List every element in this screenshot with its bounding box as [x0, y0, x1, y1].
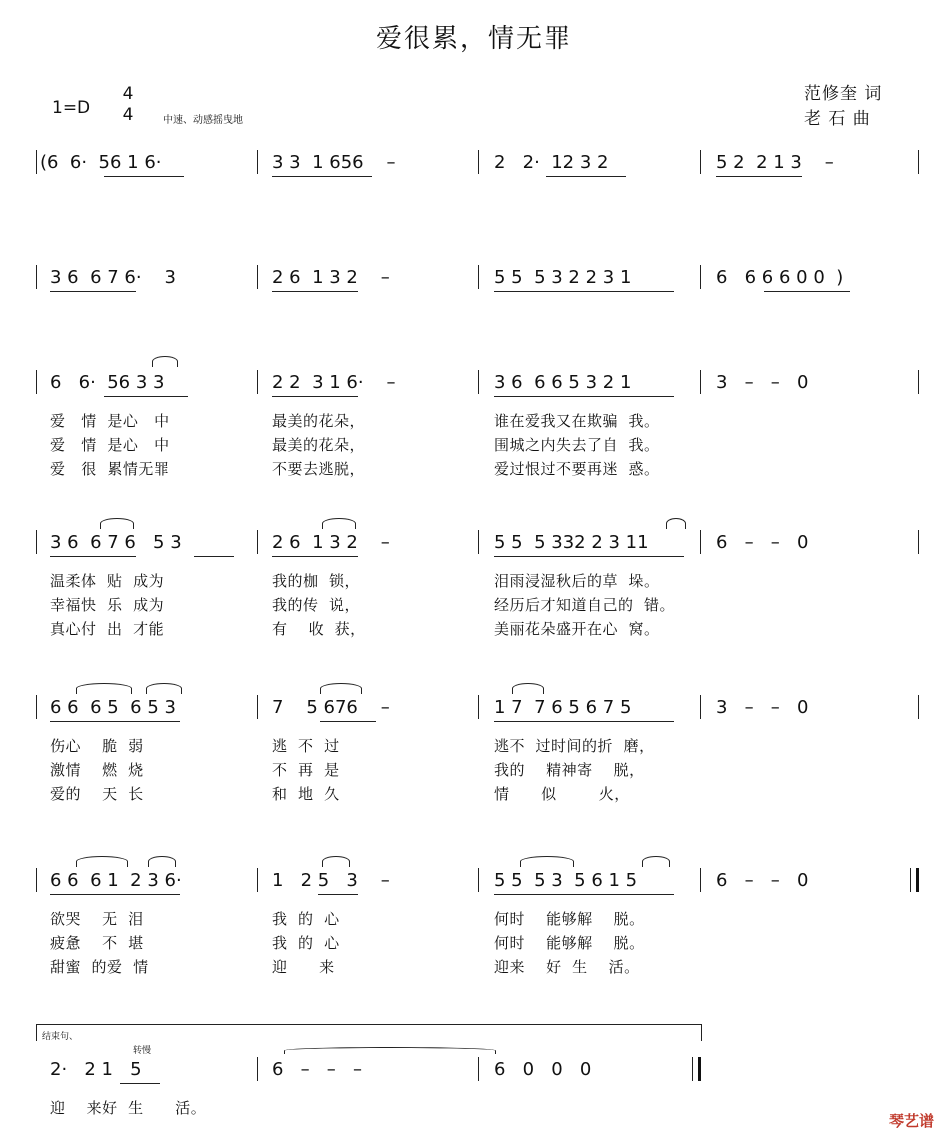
beam-underline	[546, 176, 626, 177]
measure-notes: 6 0 0 0	[494, 1059, 592, 1080]
final-barline-thick	[698, 1057, 701, 1081]
lyric-line: 美丽花朵盛开在心 窝。	[494, 620, 660, 638]
slur	[100, 518, 134, 529]
measure-notes: 6 – – 0	[716, 870, 809, 891]
slur	[320, 683, 362, 694]
lyric-line: 何时 能够解 脱。	[494, 934, 645, 952]
measure-notes: 3 – – 0	[716, 697, 809, 718]
barline	[700, 695, 701, 719]
barline	[257, 150, 258, 174]
beam-underline	[50, 291, 136, 292]
beam-underline	[494, 291, 674, 292]
beam-underline	[320, 721, 376, 722]
barline	[36, 150, 37, 174]
beam-underline	[494, 556, 684, 557]
barline	[478, 265, 479, 289]
lyric-line: 疲惫 不 堪	[50, 934, 144, 952]
lyric-line: 我 的 心	[272, 910, 340, 928]
lyricist-credit: 范修奎 词	[804, 84, 883, 104]
measure-notes: 5 2 2 1 3 –	[716, 152, 834, 173]
watermark-logo: 琴艺谱	[888, 1112, 934, 1130]
slur	[322, 856, 350, 867]
slur	[76, 856, 128, 867]
measure-notes: 3 6 6 7 6· 3	[50, 267, 176, 288]
lyric-line: 迎 来	[272, 958, 335, 976]
measure-notes: 6 6· 56 3 3	[50, 372, 165, 393]
lyric-line: 围城之内失去了自 我。	[494, 436, 660, 454]
lyric-line: 伤心 脆 弱	[50, 737, 144, 755]
measure-notes: 6 6 6 5 6 5 3	[50, 697, 176, 718]
key-signature: 1=D	[52, 98, 91, 118]
tie	[284, 1047, 496, 1054]
measure-notes: 7 5 676 –	[272, 697, 390, 718]
beam-underline	[104, 176, 184, 177]
lyric-line: 最美的花朵，	[272, 412, 366, 430]
barline	[257, 868, 258, 892]
ending-label: 结束句、	[42, 1032, 79, 1042]
lyric-line: 泪雨浸湿秋后的草 垛。	[494, 572, 660, 590]
barline	[257, 265, 258, 289]
lyric-line: 爱过恨过不要再迷 惑。	[494, 460, 660, 478]
barline	[36, 868, 37, 892]
lyric-line: 迎 来好 生 活。	[50, 1099, 207, 1117]
barline	[700, 265, 701, 289]
barline	[918, 530, 919, 554]
lyric-line: 我的枷 锁，	[272, 572, 361, 590]
barline	[918, 150, 919, 174]
beam-underline	[272, 176, 372, 177]
time-signature-bottom: 4	[122, 105, 134, 125]
measure-notes: 3 – – 0	[716, 372, 809, 393]
beam-underline	[272, 556, 358, 557]
lyric-line: 我 的 心	[272, 934, 340, 952]
lyric-line: 甜蜜 的爱 情	[50, 958, 149, 976]
measure-notes: 1 2 5 3 –	[272, 870, 390, 891]
measure-notes: 2 6 1 3 2 –	[272, 532, 390, 553]
barline	[257, 1057, 258, 1081]
measure-notes: 2 2· 12 3 2	[494, 152, 609, 173]
barline	[36, 370, 37, 394]
measure-notes: 5 5 5 3 5 6 1 5	[494, 870, 638, 891]
measure-notes: 2 6 1 3 2 –	[272, 267, 390, 288]
measure-notes: 6 6 6 1 2 3 6·	[50, 870, 182, 891]
lyric-line: 爱 很 累情无罪	[50, 460, 170, 478]
lyric-line: 迎来 好 生 活。	[494, 958, 640, 976]
lyric-line: 幸福快 乐 成为	[50, 596, 165, 614]
time-signature	[120, 84, 136, 126]
repeat-barline	[910, 868, 911, 892]
measure-notes: 5 5 5 332 2 3 11	[494, 532, 649, 553]
lyric-line: 我的 精神寄 脱，	[494, 761, 645, 779]
measure-notes: 6 6 6 6 0 0 )	[716, 267, 844, 288]
lyric-line: 真心付 出 才能	[50, 620, 165, 638]
measure-notes: 2· 2 1 5	[50, 1059, 142, 1080]
beam-underline	[120, 1083, 160, 1084]
measure-notes: (6 6· 56 1 6·	[40, 152, 162, 173]
barline	[700, 150, 701, 174]
measure-notes: 3 3 1 656 –	[272, 152, 396, 173]
lyric-line: 谁在爱我又在欺骗 我。	[494, 412, 660, 430]
barline	[478, 695, 479, 719]
lyric-line: 逃不 过时间的折 磨，	[494, 737, 655, 755]
beam-underline	[318, 894, 358, 895]
barline	[700, 868, 701, 892]
barline	[478, 1057, 479, 1081]
beam-underline	[764, 291, 850, 292]
barline	[478, 530, 479, 554]
beam-underline	[494, 396, 674, 397]
barline	[36, 530, 37, 554]
lyric-line: 欲哭 无 泪	[50, 910, 144, 928]
lyric-line: 温柔体 贴 成为	[50, 572, 165, 590]
barline	[918, 370, 919, 394]
tempo-change: 转慢	[133, 1046, 152, 1056]
beam-underline	[716, 176, 802, 177]
barline	[700, 370, 701, 394]
beam-underline	[494, 894, 674, 895]
barline	[257, 370, 258, 394]
lyric-line: 不要去逃脱，	[272, 460, 366, 478]
composer-credit: 老 石 曲	[804, 109, 871, 129]
measure-notes: 1 7 7 6 5 6 7 5	[494, 697, 632, 718]
barline	[478, 868, 479, 892]
beam-underline	[50, 894, 180, 895]
lyric-line: 和 地 久	[272, 785, 340, 803]
repeat-barline-thick	[916, 868, 919, 892]
lyric-line: 情 似 火，	[494, 785, 630, 803]
lyric-line: 最美的花朵，	[272, 436, 366, 454]
measure-notes: 6 – – 0	[716, 532, 809, 553]
measure-notes: 6 – – –	[272, 1059, 362, 1080]
barline	[478, 150, 479, 174]
slur	[322, 518, 356, 529]
lyric-line: 激情 燃 烧	[50, 761, 144, 779]
barline	[918, 695, 919, 719]
slur	[520, 856, 574, 867]
slur	[642, 856, 670, 867]
measure-notes: 3 6 6 7 6 5 3	[50, 532, 182, 553]
measure-notes: 3 6 6 6 5 3 2 1	[494, 372, 632, 393]
barline	[257, 530, 258, 554]
barline	[36, 695, 37, 719]
lyric-line: 我的传 说，	[272, 596, 361, 614]
beam-underline	[194, 556, 234, 557]
tempo-marking: 中速、动感摇曳地	[163, 115, 243, 126]
beam-underline	[50, 721, 180, 722]
lyric-line: 有 收 获，	[272, 620, 366, 638]
measure-notes: 5 5 5 3 2 2 3 1	[494, 267, 632, 288]
lyric-line: 爱 情 是心 中	[50, 436, 170, 454]
ending-bracket	[36, 1024, 702, 1041]
lyric-line: 逃 不 过	[272, 737, 340, 755]
barline	[257, 695, 258, 719]
beam-underline	[494, 721, 674, 722]
lyric-line: 爱 情 是心 中	[50, 412, 170, 430]
slur	[148, 856, 176, 867]
page-title: 爱很累，情无罪	[375, 24, 572, 54]
beam-underline	[272, 291, 358, 292]
slur	[76, 683, 132, 694]
lyric-line: 不 再 是	[272, 761, 340, 779]
lyric-line: 何时 能够解 脱。	[494, 910, 645, 928]
slur	[512, 683, 544, 694]
barline	[700, 530, 701, 554]
slur	[666, 518, 686, 529]
time-signature-top: 4	[122, 84, 134, 104]
barline	[478, 370, 479, 394]
beam-underline	[272, 396, 358, 397]
beam-underline	[104, 396, 188, 397]
barline	[36, 265, 37, 289]
lyric-line: 经历后才知道自己的 错。	[494, 596, 676, 614]
measure-notes: 2 2 3 1 6· –	[272, 372, 396, 393]
slur	[146, 683, 182, 694]
beam-underline	[50, 556, 136, 557]
lyric-line: 爱的 天 长	[50, 785, 144, 803]
slur	[152, 356, 178, 367]
final-barline	[692, 1057, 693, 1081]
